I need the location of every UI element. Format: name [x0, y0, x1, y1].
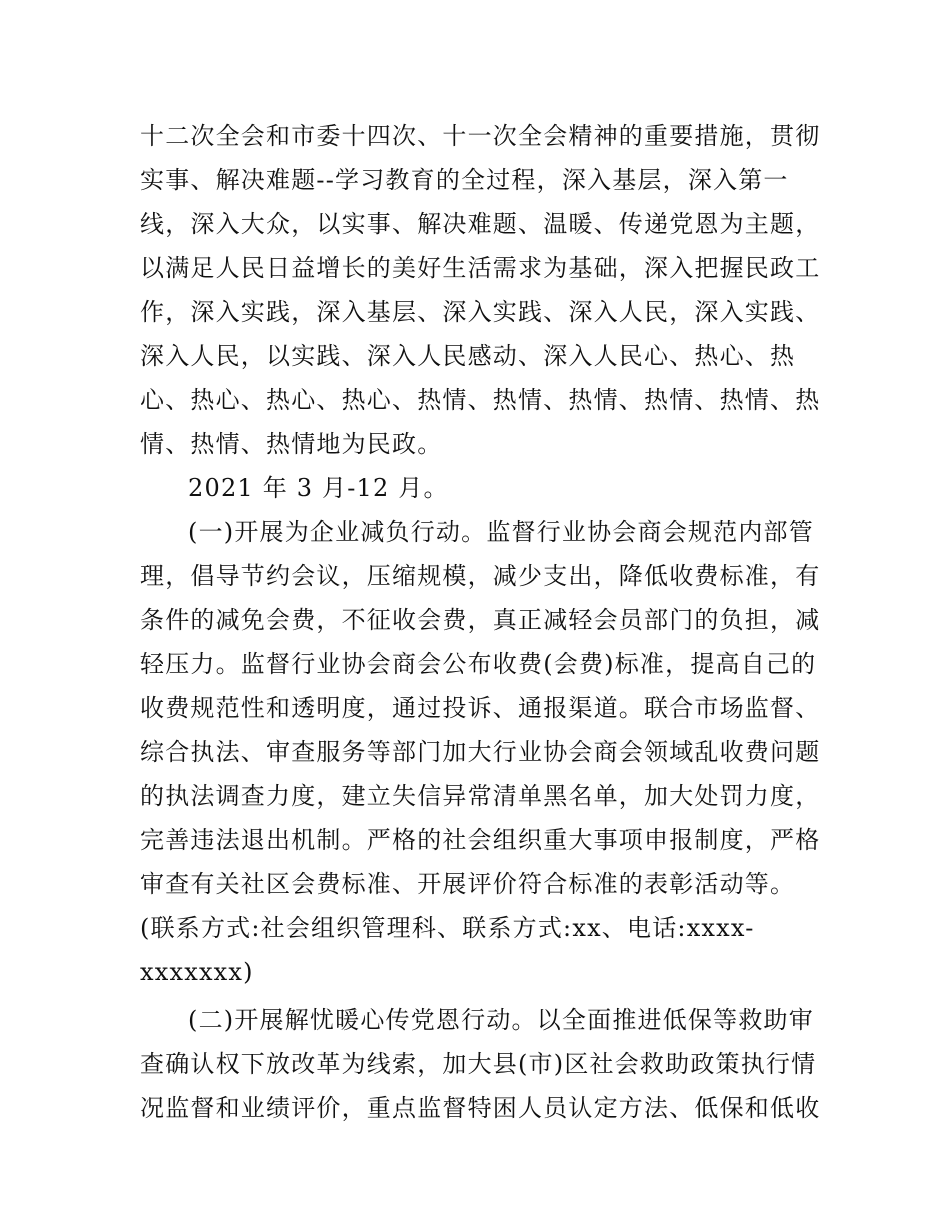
body-text-line: 理，倡导节约会议，压缩规模，减少支出，降低收费标准，有 — [140, 562, 821, 590]
body-text-line: 综合执法、审查服务等部门加大行业协会商会领域乱收费问题 — [140, 738, 821, 766]
section-heading-2: (二)开展解忧暖心传党恩行动。以全面推进低保等救助审 — [188, 1006, 814, 1034]
body-text-line: 审查有关社区会费标准、开展评价符合标准的表彰活动等。 — [140, 870, 796, 898]
body-text-line: 轻压力。监督行业协会商会公布收费(会费)标准，提高自己的 — [140, 650, 817, 678]
body-text-line: 条件的减免会费，不征收会费，真正减轻会员部门的负担，减 — [140, 606, 821, 634]
body-text-line: 作，深入实践，深入基层、深入实践、深入人民，深入实践、 — [140, 298, 821, 326]
body-text-line: 的执法调查力度，建立失信异常清单黑名单，加大处罚力度， — [140, 782, 821, 810]
body-text-line: 况监督和业绩评价，重点监督特困人员认定方法、低保和低收 — [140, 1094, 821, 1122]
body-text-line: 线，深入大众，以实事、解决难题、温暖、传递党恩为主题， — [140, 210, 821, 238]
body-text-line: 十二次全会和市委十四次、十一次全会精神的重要措施，贯彻 — [140, 122, 821, 150]
body-text-line: 完善违法退出机制。严格的社会组织重大事项申报制度，严格 — [140, 826, 821, 854]
section-heading-1: (一)开展为企业减负行动。监督行业协会商会规范内部管 — [188, 518, 814, 546]
body-text-line: 心、热心、热心、热心、热情、热情、热情、热情、热情、热 — [140, 386, 821, 414]
body-text-line: 情、热情、热情地为民政。 — [140, 430, 443, 458]
contact-line: (联系方式:社会组织管理科、联系方式:xx、电话:xxxx- — [140, 914, 755, 942]
body-text-line: 收费规范性和透明度，通过投诉、通报渠道。联合市场监督、 — [140, 694, 821, 722]
contact-line-continued: xxxxxxx) — [140, 958, 254, 986]
body-text-line: 实事、解决难题--学习教育的全过程，深入基层，深入第一 — [140, 166, 789, 194]
body-text-line: 以满足人民日益增长的美好生活需求为基础，深入把握民政工 — [140, 254, 821, 282]
body-text-line: 查确认权下放改革为线索，加大县(市)区社会救助政策执行情 — [140, 1050, 817, 1078]
date-line: 2021 年 3 月-12 月。 — [188, 474, 449, 502]
body-text-line: 深入人民，以实践、深入人民感动、深入人民心、热心、热 — [140, 342, 796, 370]
